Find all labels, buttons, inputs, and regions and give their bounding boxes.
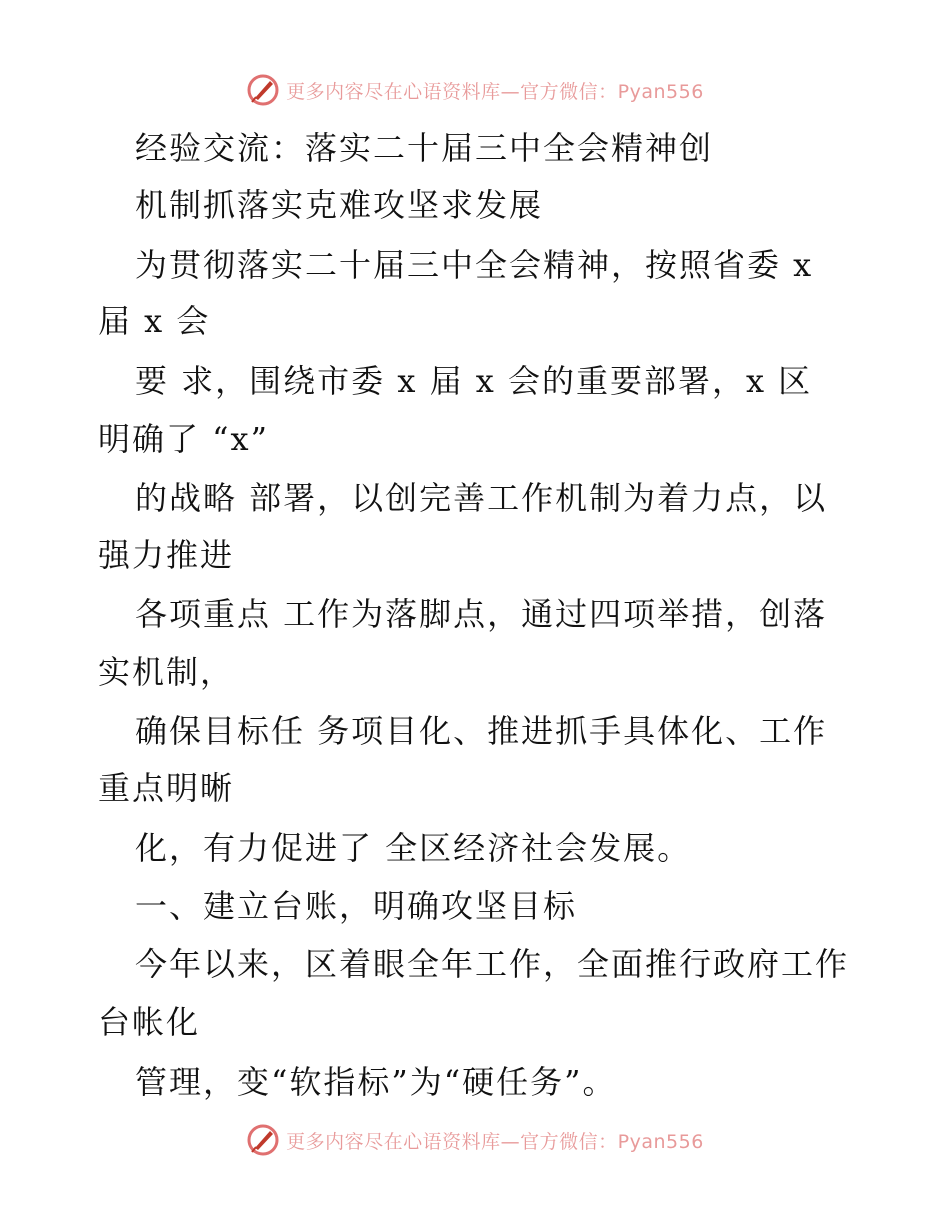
doc-line: 届 x 会 — [98, 302, 211, 340]
doc-line: 实机制， — [98, 653, 235, 691]
doc-line: 为贯彻落实二十届三中全会精神，按照省委 x — [135, 246, 814, 284]
doc-line: 一、建立台账，明确攻坚目标 — [135, 887, 578, 925]
header-watermark-banner — [0, 70, 950, 110]
quill-pen-logo-icon — [246, 1123, 280, 1157]
doc-line: 要 求，围绕市委 x 届 x 会的重要部署，x 区 — [135, 362, 813, 400]
doc-line: 经验交流：落实二十届三中全会精神创 — [135, 129, 714, 167]
doc-line: 重点明晰 — [98, 769, 235, 807]
doc-line: 明确了 “x” — [98, 420, 269, 458]
doc-line: 强力推进 — [98, 536, 235, 574]
quill-pen-logo-icon — [246, 73, 280, 107]
footer-watermark-banner — [0, 1120, 950, 1160]
doc-line: 今年以来，区着眼全年工作，全面推行政府工作 — [135, 945, 850, 983]
doc-line: 确保目标任 务项目化、推进抓手具体化、工作 — [135, 712, 828, 750]
doc-line: 台帐化 — [98, 1003, 201, 1041]
doc-line: 管理，变“软指标”为“硬任务”。 — [135, 1063, 617, 1101]
doc-line: 的战略 部署，以创完善工作机制为着力点，以 — [135, 479, 828, 517]
doc-line: 各项重点 工作为落脚点，通过四项举措，创落 — [135, 595, 828, 633]
doc-line: 机制抓落实克难攻坚求发展 — [135, 186, 544, 224]
watermark-text: 更多内容尽在心语资料库—官方微信：Pyan556 — [286, 80, 704, 103]
watermark-text: 更多内容尽在心语资料库—官方微信：Pyan556 — [286, 1130, 704, 1153]
doc-line: 化，有力促进了 全区经济社会发展。 — [135, 829, 692, 867]
